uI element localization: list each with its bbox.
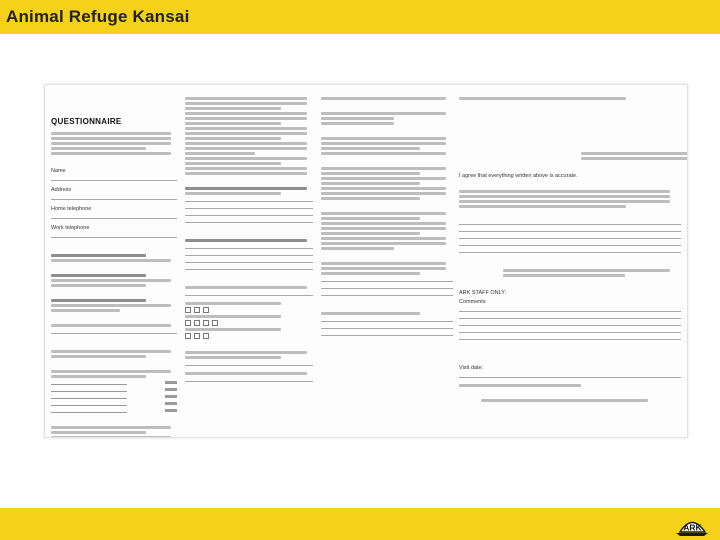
field-name: Name	[51, 168, 66, 174]
questionnaire-column-3	[321, 95, 453, 431]
questionnaire-column-4	[459, 95, 681, 431]
questionnaire-scan	[44, 84, 688, 438]
questionnaire-column-1	[51, 95, 177, 431]
footer-bar	[0, 508, 720, 540]
visit-date-label: Visit date:	[459, 365, 484, 371]
agreement-statement: I agree that everything written above is accurate.	[459, 173, 578, 179]
header-bar	[0, 0, 720, 34]
field-address: Address	[51, 187, 72, 193]
staff-only-label: ARK STAFF ONLY:	[459, 290, 507, 296]
field-work-telephone: Work telephone	[51, 225, 90, 231]
ark-logo-icon	[672, 511, 712, 537]
comments-label: Comments	[459, 299, 486, 305]
logo-text: ARK	[683, 522, 702, 533]
page-title: Animal Refuge Kansai	[6, 7, 190, 26]
questionnaire-heading: QUESTIONNAIRE	[51, 117, 122, 126]
questionnaire-column-2	[185, 95, 313, 431]
field-home-telephone: Home telephone	[51, 206, 92, 212]
